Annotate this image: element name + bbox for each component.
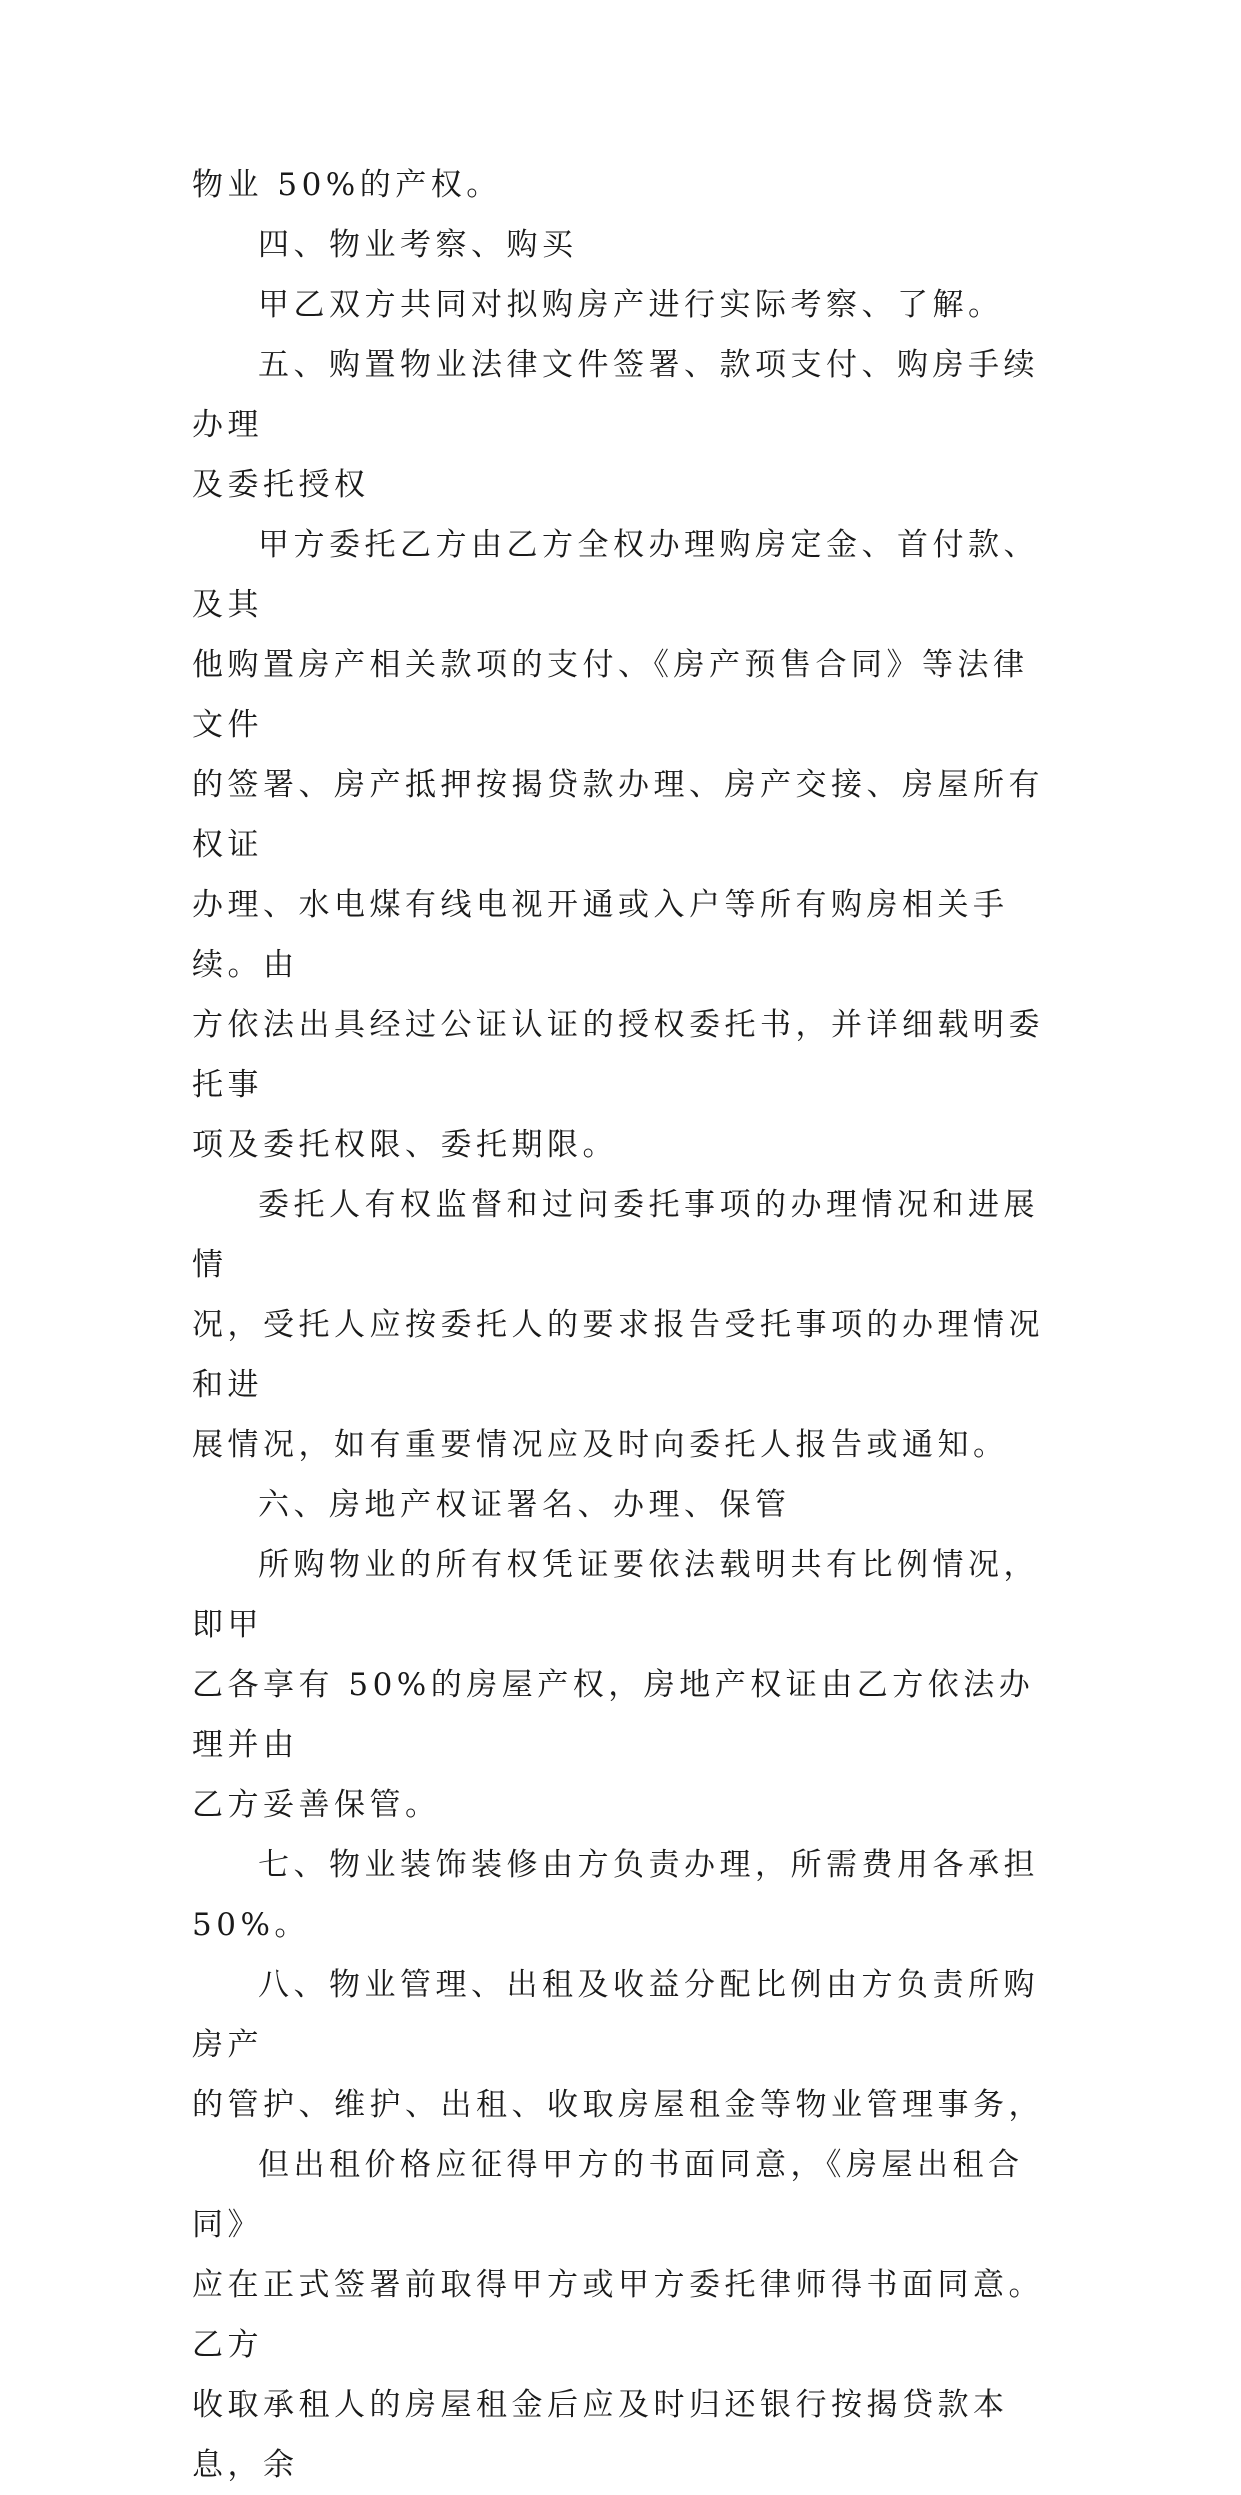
paragraph: 甲方委托乙方由乙方全权办理购房定金、首付款、及其 他购置房产相关款项的支付、《房产预售合同》等法律文件 的签署、房产抵押按揭贷款办理、房产交接、房屋所有权证 办理、水电煤有线电视开通或入户等所有购房相关手续。由 方依法出具经过公证认证的授权委托书，并详细载明委托事 项及委托权限、委托期限。 [192, 527, 1044, 1163]
paragraph-continuation: 物业 50%的产权。 [192, 167, 502, 203]
section-heading-8: 八、物业管理、出租及收益分配比例由方负责所购房产 的管护、维护、出租、收取房屋租金等物业管理事务， [192, 1967, 1044, 2123]
paragraph: 所购物业的所有权凭证要依法载明共有比例情况，即甲 乙各享有 50%的房屋产权，房地产权证由乙方依法办理并由 乙方妥善保管。 [192, 1547, 1039, 1823]
section-heading-5: 五、购置物业法律文件签署、款项支付、购房手续办理 及委托授权 [192, 347, 1039, 503]
section-heading-6: 六、房地产权证署名、办理、保管 [258, 1487, 791, 1523]
document-body [192, 155, 1062, 2495]
paragraph: 甲乙双方共同对拟购房产进行实际考察、了解。 [258, 287, 1004, 323]
paragraph: 委托人有权监督和过问委托事项的办理情况和进展情 况，受托人应按委托人的要求报告受托事项的办理情况和进 展情况，如有重要情况应及时向委托人报告或通知。 [192, 1187, 1044, 1463]
paragraph: 但出租价格应征得甲方的书面同意，《房屋出租合同》 应在正式签署前取得甲方或甲方委托律师得书面同意。乙方 收取承租人的房屋租金后应及时归还银行按揭贷款本息，余 [192, 2147, 1044, 2483]
section-heading-4: 四、物业考察、购买 [258, 227, 578, 263]
section-heading-7: 七、物业装饰装修由方负责办理，所需费用各承担 50%。 [192, 1847, 1039, 1943]
